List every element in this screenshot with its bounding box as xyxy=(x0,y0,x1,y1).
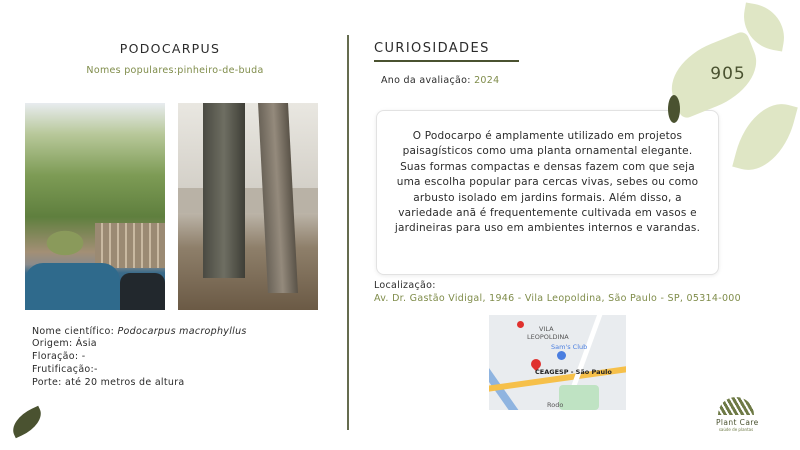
origin: Origem: Ásia xyxy=(32,338,97,349)
leaf-icon xyxy=(668,95,680,123)
map-label: LEOPOLDINA xyxy=(527,333,569,341)
map-label: CEAGESP - São Paulo xyxy=(535,368,612,376)
description-text: O Podocarpo é amplamente utilizado em projetos paisagísticos como uma planta ornamental elegante. Suas formas compactas e densas fazem com que seja uma escolha popular para cercas vivas, sebes ou como arbusto isolado em jardins formais. Além disso, a variedade anã é frequentemente cultivada em vasos e jardineiras para uso em ambientes internos e varandas. xyxy=(394,130,701,235)
size: Porte: até 20 metros de altura xyxy=(32,377,185,388)
popular-names: Nomes populares:pinheiro-de-buda xyxy=(86,65,264,76)
plant-title: PODOCARPUS xyxy=(119,41,221,56)
map-poi-icon xyxy=(517,321,524,328)
record-number: 905 xyxy=(710,64,746,84)
map-label: Rodo xyxy=(547,401,564,409)
column-divider xyxy=(347,35,349,430)
evaluation-year xyxy=(381,75,499,86)
plant-photo-foliage xyxy=(25,103,165,310)
map-poi-icon xyxy=(557,351,566,360)
year-label: Ano da avaliação: xyxy=(381,75,471,86)
map-park xyxy=(559,385,599,410)
scientific-label: Nome científico: xyxy=(32,326,115,337)
scientific-value: Podocarpus macrophyllus xyxy=(117,326,247,337)
car-shape xyxy=(25,263,120,310)
logo-name: Plant Care xyxy=(716,418,759,427)
location-map[interactable] xyxy=(489,315,626,410)
location-address: Av. Dr. Gastão Vidigal, 1946 - Vila Leopoldina, São Paulo - SP, 05314-000 xyxy=(374,293,741,304)
flowering: Floração: - xyxy=(32,351,86,362)
plant-photo-trunk xyxy=(178,103,318,310)
description-card xyxy=(376,110,719,275)
curiosities-title: CURIOSIDADES xyxy=(374,41,490,56)
logo-icon xyxy=(718,397,754,415)
decorative-leaf xyxy=(732,95,798,179)
map-label: Sam's Club xyxy=(551,343,588,351)
title-underline xyxy=(374,60,519,62)
logo-tagline: saúde de plantas xyxy=(718,427,754,432)
scientific-name xyxy=(32,326,247,337)
trunk-shape xyxy=(203,103,245,278)
location-label: Localização: xyxy=(374,280,436,291)
trunk-shape xyxy=(258,103,298,293)
car-shape xyxy=(120,273,165,310)
wall-shape xyxy=(178,188,318,213)
year-value: 2024 xyxy=(474,75,500,86)
map-label: VILA xyxy=(539,325,554,333)
fence-shape xyxy=(95,223,165,268)
leaf-icon xyxy=(7,406,46,438)
fruiting: Frutificação:- xyxy=(32,364,98,375)
plant-care-logo xyxy=(716,397,759,432)
